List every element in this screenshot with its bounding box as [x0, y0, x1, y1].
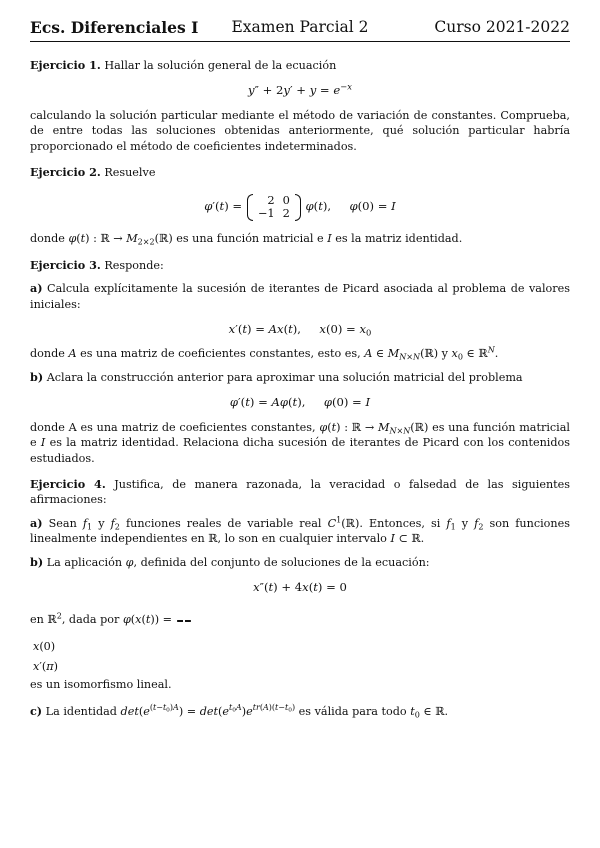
- exam-body: [30, 58, 570, 719]
- exercise-3a-text: donde A es una matriz de coeficientes constantes, esto es, A ∈ $M_{N\times N}(ℝ)$ y $x_0$ ∈ ℝ$^N$.: [30, 346, 499, 362]
- exercise-3-intro: Responde:: [104, 258, 164, 272]
- exercise-1-intro: Hallar la solución general de la ecuación: [104, 59, 337, 72]
- exercise-4-label: Ejercicio 4.: [30, 476, 106, 491]
- exercise-1-equation: $y'' + 2y' + y = e^{-x}$: [248, 81, 352, 98]
- exercise-3a: a) Calcula explícitamente la sucesión de iterantes de Picard asociada al problema de valores iniciales:: [30, 281, 570, 311]
- exercise-4-intro: Justifica, de manera razonada, la veracidad o falsedad de las siguientes afirmaciones:: [30, 477, 571, 507]
- exercise-2-intro: Resuelve: [104, 166, 156, 180]
- exercise-2-label: Ejercicio 2.: [30, 165, 101, 180]
- exercise-3: [30, 258, 570, 466]
- exercise-4b-equation: x″(t) + 4x(t) = 0: [253, 579, 347, 594]
- exercise-4b-text: en ℝ$^2$, dada por φ(x(t)) =: [30, 611, 176, 627]
- academic-year: Curso 2021-2022: [434, 18, 570, 36]
- exercise-2-equation: φ′(t) = 2 0 −1 2 φ(t), φ(0) = I: [204, 192, 396, 221]
- exercise-2: [30, 165, 570, 247]
- exam-title: Examen Parcial 2: [231, 18, 369, 36]
- exercise-1: [30, 58, 570, 154]
- exercise-1-label: Ejercicio 1.: [30, 58, 101, 72]
- exercise-3b-equation: φ′(t) = Aφ(t), φ(0) = I: [229, 395, 371, 410]
- exercise-2-text: donde φ(t) : ℝ → $M_{2\times 2}(ℝ)$ es una función matricial e I es la matriz identidad.: [30, 232, 463, 247]
- exercise-4c: c) La identidad $\det(e^{(t-t_0)A}) = \det(e^{t_0A})e^{tr(A)(t-t_0)}$ es válida para todo $t_0$ ∈ ℝ.: [30, 703, 449, 720]
- exercise-3-label: Ejercicio 3.: [30, 257, 101, 272]
- exercise-2-matrix: 2 0 −1 2: [247, 194, 301, 221]
- exercise-3b: b) Aclara la construcción anterior para aproximar una solución matricial del problema: [30, 369, 523, 384]
- exercise-3b-text: donde A es una matriz de coeficientes constantes, φ(t) : ℝ → $M_{N\times N}(ℝ)$ es una función matricial e I es la matriz identidad. Relaciona dicha sucesión de iterantes de Picard con los contenidos estudiados.: [30, 420, 570, 465]
- exercise-4a: a) Sean $f_1$ y $f_2$ funciones reales de variable real $C^1(ℝ)$. Entonces, si $f_1$ y $f_2$ son funciones linealmente independientes en ℝ, lo son en cualquier intervalo I ⊂ ℝ.: [30, 515, 570, 546]
- exercise-3a-equation: x′(t) = Ax(t), $x(0) = x_0$: [228, 322, 372, 338]
- course-title: Ecs. Diferenciales I: [30, 18, 199, 37]
- exercise-4b: b) La aplicación φ, definida del conjunto de soluciones de la ecuación:: [30, 554, 430, 569]
- page-header: [30, 18, 570, 40]
- header-rule: [30, 41, 570, 42]
- exercise-1-text: calculando la solución particular mediante el método de variación de constantes. Comprueba, de entre todas las soluciones obtenidas anteriormente, qué solución particular habría proporcionado el método de coeficientes indeterminados.: [30, 108, 570, 153]
- exercise-4: Ejercicio 4. Justifica, de manera razonada, la veracidad o falsedad de las siguientes afirmaciones: a) Sean $f_1$ y $f_2$ funciones reales de variable real $C^1(ℝ)$. Entonces, si $f_1$ y $f_2$ son funciones linealmente independientes en ℝ, lo son en cualquier intervalo I ⊂ ℝ. b) La aplicación φ, definida del conjunto de soluciones de la ecuación: x″(t) + 4x(t) = 0 en ℝ$^2$, dada por φ(x(t)) = x(0) x′(π) es un isomorfismo lineal. c) La identidad $\det(e^{(t-t_0)A}) = \det(e^{t_0A})e^{tr(A)(t-t_0)}$ es válida para todo $t_0$ ∈ ℝ.: [30, 476, 571, 720]
